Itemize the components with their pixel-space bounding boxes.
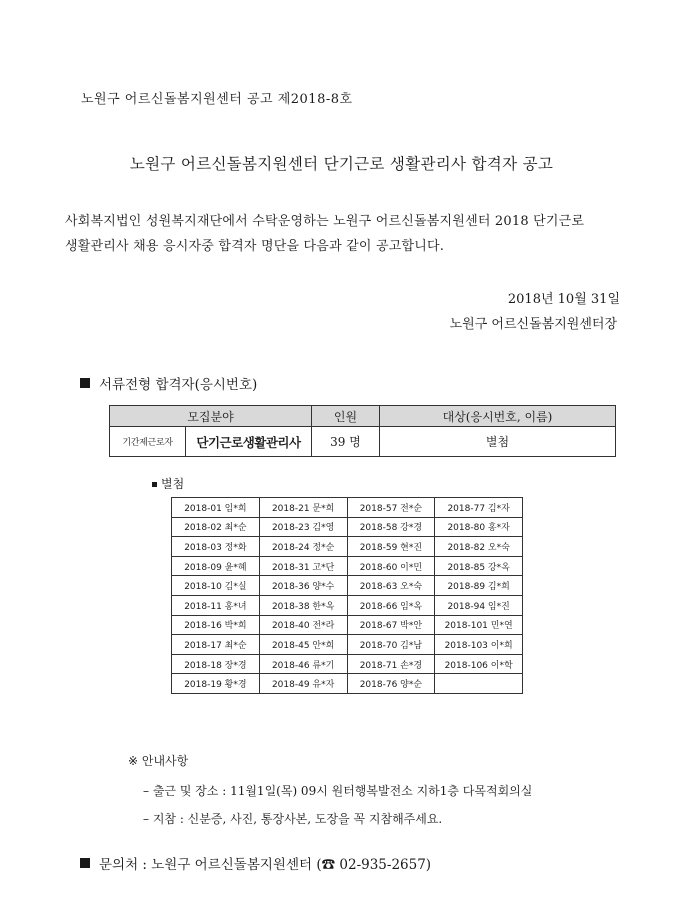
applicant-cell: 2018-106 이*학	[435, 654, 523, 674]
applicant-row	[172, 498, 523, 518]
applicant-row	[172, 595, 523, 615]
applicant-cell: 2018-63 오*숙	[347, 576, 435, 596]
small-square-bullet-icon	[152, 482, 157, 487]
page-title: 노원구 어르신돌봄지원센터 단기근로 생활관리사 합격자 공고	[129, 155, 554, 173]
applicant-row	[172, 674, 523, 694]
target-cell: 별첨	[380, 427, 616, 457]
attachment-label: 별첨	[161, 477, 185, 491]
section-heading	[80, 373, 257, 393]
applicant-cell: 2018-02 최*순	[172, 517, 260, 537]
applicant-row	[172, 556, 523, 576]
applicant-cell: 2018-77 김*자	[435, 498, 523, 518]
summary-table	[109, 405, 616, 457]
applicant-cell: 2018-80 홍*자	[435, 517, 523, 537]
applicant-grid	[171, 497, 523, 694]
contact-line	[80, 853, 431, 873]
applicant-cell: 2018-36 양*수	[259, 576, 347, 596]
applicant-cell: 2018-70 김*남	[347, 635, 435, 655]
applicant-cell: 2018-103 이*희	[435, 635, 523, 655]
applicant-cell: 2018-58 강*경	[347, 517, 435, 537]
guide-line-1: – 출근 및 장소 : 11월1일(목) 09시 원터행복발전소 지하1층 다목적회의실	[143, 784, 533, 798]
applicant-cell: 2018-67 박*안	[347, 615, 435, 635]
applicant-cell	[435, 674, 523, 694]
summary-data-row	[110, 427, 616, 457]
applicant-cell: 2018-101 민*연	[435, 615, 523, 635]
applicant-row	[172, 654, 523, 674]
body-line-2: 생활관리사 채용 응시자중 합격자 명단을 다음과 같이 공고합니다.	[65, 239, 445, 254]
applicant-cell: 2018-94 임*진	[435, 595, 523, 615]
applicant-cell: 2018-38 한*옥	[259, 595, 347, 615]
applicant-cell: 2018-18 장*경	[172, 654, 260, 674]
applicant-cell: 2018-10 김*실	[172, 576, 260, 596]
applicant-cell: 2018-45 안*희	[259, 635, 347, 655]
applicant-cell: 2018-24 정*순	[259, 537, 347, 557]
applicant-row	[172, 635, 523, 655]
applicant-cell: 2018-66 임*옥	[347, 595, 435, 615]
attachment-heading	[152, 475, 184, 492]
applicant-cell: 2018-03 정*화	[172, 537, 260, 557]
header-count: 인원	[312, 406, 380, 427]
applicant-row	[172, 517, 523, 537]
issue-date: 2018년 10월 31일	[507, 292, 620, 307]
applicant-cell: 2018-16 박*희	[172, 615, 260, 635]
applicant-row	[172, 576, 523, 596]
applicant-row	[172, 537, 523, 557]
applicant-cell: 2018-46 류*기	[259, 654, 347, 674]
applicant-cell: 2018-82 오*숙	[435, 537, 523, 557]
notice-number: 노원구 어르신돌봄지원센터 공고 제2018-8호	[81, 92, 353, 107]
applicant-cell: 2018-76 양*순	[347, 674, 435, 694]
guide-heading: ※ 안내사항	[128, 754, 189, 768]
square-bullet-icon	[80, 378, 90, 388]
applicant-cell: 2018-85 강*옥	[435, 556, 523, 576]
body-line-1: 사회복지법인 성원복지재단에서 수탁운영하는 노원구 어르신돌봄지원센터 2018 단기근로	[65, 214, 585, 229]
applicant-cell: 2018-19 황*경	[172, 674, 260, 694]
count-cell: 39 명	[312, 427, 380, 457]
applicant-cell: 2018-01 임*희	[172, 498, 260, 518]
guide-line-2: – 지참 : 신분증, 사진, 통장사본, 도장을 꼭 지참해주세요.	[143, 812, 443, 826]
applicant-cell: 2018-60 이*민	[347, 556, 435, 576]
section-title: 서류전형 합격자(응시번호)	[99, 377, 258, 393]
category-cell: 기간제근로자	[110, 427, 186, 457]
applicant-cell: 2018-31 고*단	[259, 556, 347, 576]
applicant-cell: 2018-57 전*순	[347, 498, 435, 518]
header-recruit-field: 모집분야	[110, 406, 312, 427]
job-cell: 단기근로생활관리사	[186, 427, 312, 457]
applicant-row	[172, 615, 523, 635]
applicant-cell: 2018-21 문*희	[259, 498, 347, 518]
contact-text: 문의처 : 노원구 어르신돌봄지원센터 (☎ 02-935-2657)	[99, 857, 432, 873]
applicant-cell: 2018-09 윤*혜	[172, 556, 260, 576]
issuer-name: 노원구 어르신돌봄지원센터장	[449, 317, 617, 332]
applicant-cell: 2018-17 최*순	[172, 635, 260, 655]
applicant-cell: 2018-40 전*라	[259, 615, 347, 635]
applicant-cell: 2018-11 홍*녀	[172, 595, 260, 615]
header-target: 대상(응시번호, 이름)	[380, 406, 616, 427]
applicant-cell: 2018-89 김*희	[435, 576, 523, 596]
summary-header-row	[110, 406, 616, 427]
announcement-body	[65, 209, 625, 259]
applicant-cell: 2018-23 김*영	[259, 517, 347, 537]
applicant-cell: 2018-59 현*진	[347, 537, 435, 557]
square-bullet-icon	[80, 858, 90, 868]
applicant-cell: 2018-49 유*자	[259, 674, 347, 694]
applicant-cell: 2018-71 손*경	[347, 654, 435, 674]
